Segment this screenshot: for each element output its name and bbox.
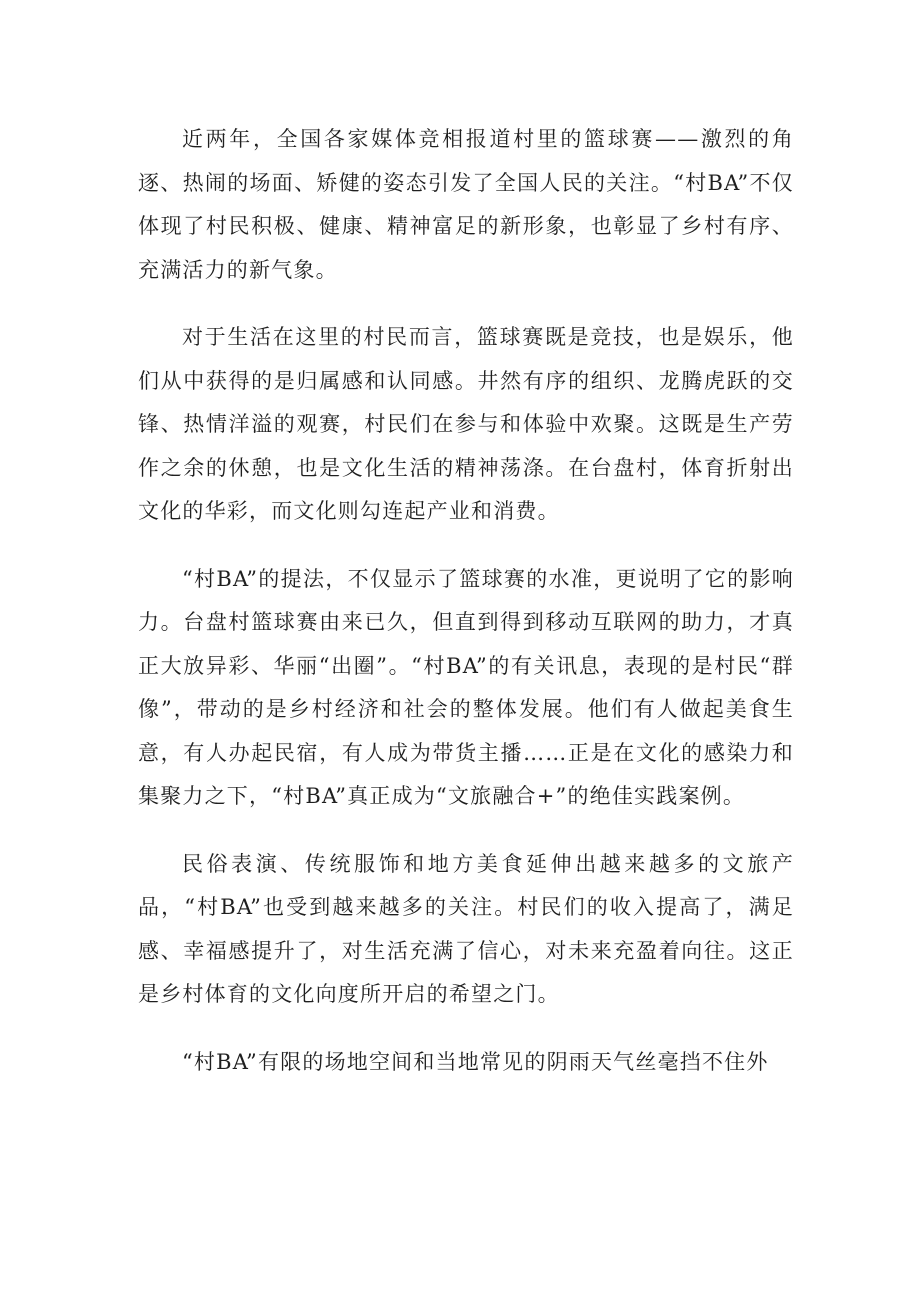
paragraph-3: “村BA”的提法，不仅显示了篮球赛的水准，更说明了它的影响力。台盘村篮球赛由来已久，但直到得到移动互联网的助力，才真正大放异彩、华丽“出圈”。“村BA”的有关讯息，表现的是村民“群像”，带动的是乡村经济和社会的整体发展。他们有人做起美食生意，有人办起民宿，有人成为带货主播……正是在文化的感染力和集聚力之下，“村BA”真正成为“文旅融合+”的绝佳实践案例。 bbox=[138, 566, 794, 808]
paragraph-4: 民俗表演、传统服饰和地方美食延伸出越来越多的文旅产品，“村BA”也受到越来越多的关注。村民们的收入提高了，满足感、幸福感提升了，对生活充满了信心，对未来充盈着向往。这正是乡村体育的文化向度所开启的希望之门。 bbox=[138, 851, 794, 1006]
paragraph-2: 对于生活在这里的村民而言，篮球赛既是竞技，也是娱乐，他们从中获得的是归属感和认同感。井然有序的组织、龙腾虎跃的交锋、热情洋溢的观赛，村民们在参与和体验中欢聚。这既是生产劳作之余的休憩，也是文化生活的精神荡涤。在台盘村，体育折射出文化的华彩，而文化则勾连起产业和消费。 bbox=[138, 325, 794, 523]
paragraph-5: “村BA”有限的场地空间和当地常见的阴雨天气丝毫挡不住外 bbox=[182, 1049, 769, 1074]
paragraph-1: 近两年，全国各家媒体竞相报道村里的篮球赛——激烈的角逐、热闹的场面、矫健的姿态引发了全国人民的关注。“村BA”不仅体现了村民积极、健康、精神富足的新形象，也彰显了乡村有序、充满活力的新气象。 bbox=[138, 127, 794, 282]
document-body bbox=[138, 118, 794, 1108]
